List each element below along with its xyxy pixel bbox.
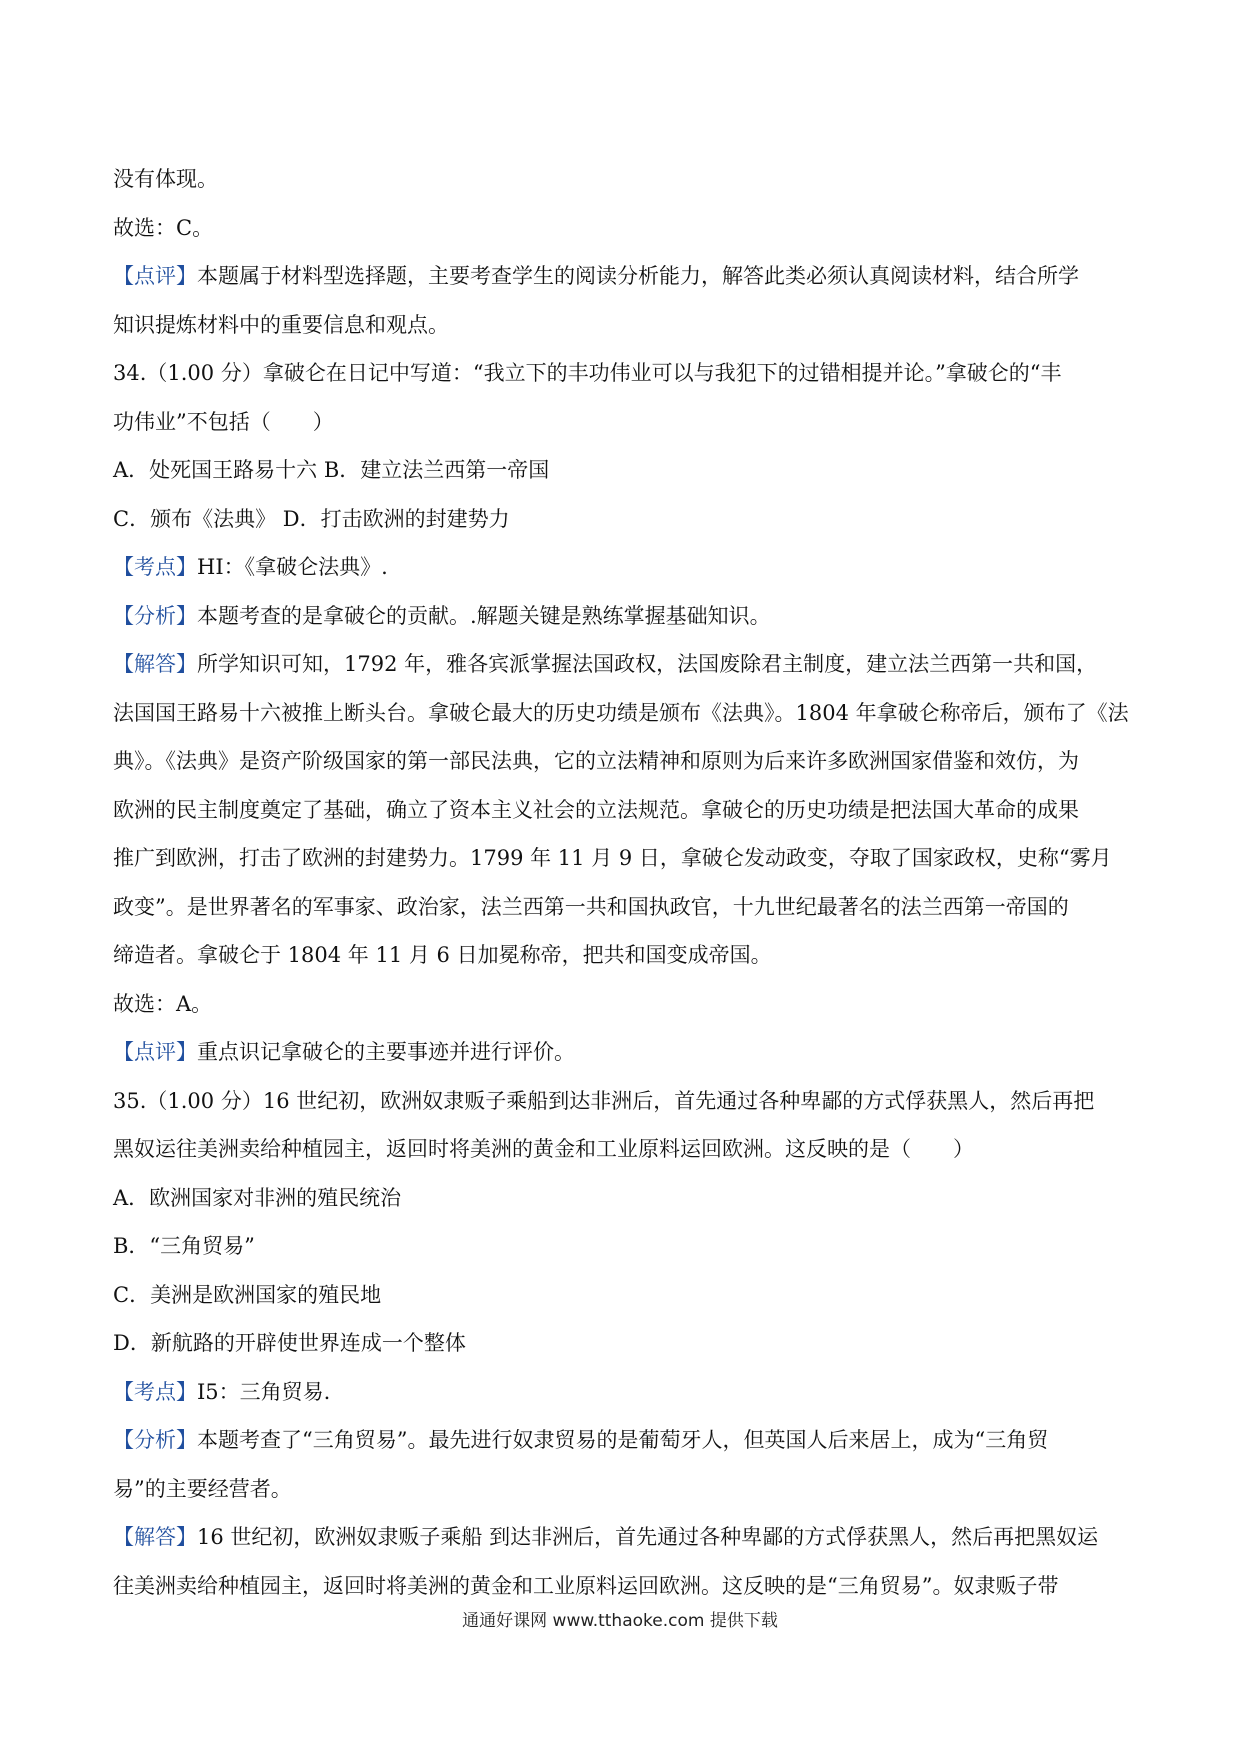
answer-line: 故选：A。 xyxy=(113,991,213,1016)
jieda-line xyxy=(113,1513,1143,1562)
answer-line: 故选：C。 xyxy=(113,215,214,240)
comment-line xyxy=(113,1028,1143,1077)
fenxi-line xyxy=(113,592,1143,641)
jieda-tag: 【解答】 xyxy=(113,652,197,676)
paragraph-line: 往美洲卖给种植园主，返回时将美洲的黄金和工业原料运回欧洲。这反映的是“三角贸易”。奴隶贩子带 xyxy=(113,1573,1059,1598)
paragraph-line: 易”的主要经营者。 xyxy=(113,1476,292,1501)
comment-tag: 【点评】 xyxy=(113,1040,197,1064)
fenxi-tag: 【分析】 xyxy=(113,603,197,628)
kaodian-line xyxy=(113,543,1143,592)
jieda-line xyxy=(113,640,1143,689)
document-body xyxy=(113,155,1143,1610)
kaodian-tag: 【考点】 xyxy=(113,1379,197,1404)
kaodian-line xyxy=(113,1368,1143,1417)
comment-text: 重点识记拿破仑的主要事迹并进行评价。 xyxy=(197,1040,575,1064)
paragraph-line: 典》。《法典》是资产阶级国家的第一部民法典，它的立法精神和原则为后来许多欧洲国家借鉴和效仿，为 xyxy=(113,749,1079,773)
comment-text: 本题属于材料型选择题，主要考查学生的阅读分析能力，解答此类必须认真阅读材料，结合所学 xyxy=(197,264,1079,288)
kaodian-text: HI：《拿破仑法典》. xyxy=(197,555,388,579)
jieda-text: 所学知识可知，1792 年，雅各宾派掌握法国政权，法国废除君主制度，建立法兰西第一共和国， xyxy=(197,652,1098,676)
question-35-stem: 35.（1.00 分）16 世纪初，欧洲奴隶贩子乘船到达非洲后，首先通过各种卑鄙的方式俘获黑人，然后再把 xyxy=(113,1088,1095,1113)
paragraph-line: 推广到欧洲，打击了欧洲的封建势力。1799 年 11 月 9 日，拿破仑发动政变，夺取了国家政权，史称“雾月 xyxy=(113,846,1112,870)
question-35-option-b: B．“三角贸易” xyxy=(113,1234,255,1258)
fenxi-text: 本题考查了“三角贸易”。最先进行奴隶贸易的是葡萄牙人，但英国人后来居上，成为“三角贸 xyxy=(197,1428,1049,1452)
question-34-options-cd: C．颁布《法典》 D．打击欧洲的封建势力 xyxy=(113,506,510,531)
paragraph-line: 欧洲的民主制度奠定了基础，确立了资本主义社会的立法规范。拿破仑的历史功绩是把法国大革命的成果 xyxy=(113,797,1079,822)
question-35-option-c: C．美洲是欧洲国家的殖民地 xyxy=(113,1282,382,1307)
paragraph-line: 政变”。是世界著名的军事家、政治家，法兰西第一共和国执政官，十九世纪最著名的法兰西第一帝国的 xyxy=(113,894,1069,919)
question-34-stem: 34.（1.00 分）拿破仑在日记中写道：“我立下的丰功伟业可以与我犯下的过错相提并论。”拿破仑的“丰 xyxy=(113,361,1062,385)
question-34-stem-cont: 功伟业”不包括（ ） xyxy=(113,409,334,434)
kaodian-text: I5：三角贸易. xyxy=(197,1379,331,1404)
comment-tag: 【点评】 xyxy=(113,264,197,288)
question-35-option-d: D．新航路的开辟使世界连成一个整体 xyxy=(113,1331,466,1355)
paragraph-line: 法国国王路易十六被推上断头台。拿破仑最大的历史功绩是颁布《法典》。1804 年拿破仑称帝后，颁布了《法 xyxy=(113,700,1129,725)
question-35-stem-cont: 黑奴运往美洲卖给种植园主，返回时将美洲的黄金和工业原料运回欧洲。这反映的是（ ） xyxy=(113,1137,974,1161)
fenxi-text: 本题考查的是拿破仑的贡献。.解题关键是熟练掌握基础知识。 xyxy=(197,603,771,628)
kaodian-tag: 【考点】 xyxy=(113,555,197,579)
fenxi-line xyxy=(113,1416,1143,1465)
page-footer: 通通好课网 www.tthaoke.com 提供下载 xyxy=(462,1611,778,1631)
question-34-options-ab: A．处死国王路易十六 B．建立法兰西第一帝国 xyxy=(113,458,550,482)
paragraph-line: 没有体现。 xyxy=(113,167,218,191)
jieda-tag: 【解答】 xyxy=(113,1525,197,1549)
paragraph-line: 知识提炼材料中的重要信息和观点。 xyxy=(113,312,449,337)
paragraph-line: 缔造者。拿破仑于 1804 年 11 月 6 日加冕称帝，把共和国变成帝国。 xyxy=(113,943,772,967)
comment-line xyxy=(113,252,1143,301)
jieda-text: 16 世纪初，欧洲奴隶贩子乘船 到达非洲后，首先通过各种卑鄙的方式俘获黑人，然后再把黑奴运 xyxy=(197,1525,1099,1549)
fenxi-tag: 【分析】 xyxy=(113,1428,197,1452)
question-35-option-a: A．欧洲国家对非洲的殖民统治 xyxy=(113,1185,402,1210)
